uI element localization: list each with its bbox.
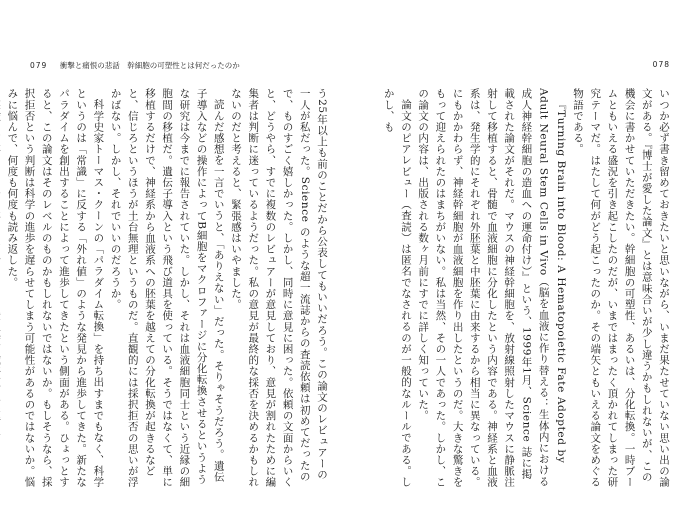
page-number: 079: [30, 61, 48, 70]
running-header: [30, 60, 240, 71]
paragraph: 論文のピアレビュー（査読）は匿名でなされるのが一般的なルールである。しかし、も: [382, 88, 412, 487]
paragraph: いつか必ず書き留めておきたいと思いながら、いまだ果たせていない思い出の論文がある。『博士が愛した論文』とは意味合いが少し違うかもしれないが、この機会に書かせていただきたい。幹細胞の可塑性、あるいは、分化転換。一時ブームともいえる盛況を引き起こしたのだが、いまではまったく頂かれてしまった研究テーマだ。はたして何がどう起こったのか。その端矢ともいえる論文をめぐる物語である。: [571, 88, 670, 488]
paragraph: [0, 88, 3, 488]
paragraph: う25年以上も前のことだから公表してもいいだろう。この論文のレビュアーの一人が私だった。Science のような超一流誌からの査読依頼は初めてだったので、ものすごく嬉しかった。しかし、同時に意見に困った。依頼の文面からいくと、どうやら、すでに複数のレビュアーが意見しており、意見が割れたために編集者は判断に迷っているようだった。私の意見が最終的な採否を決めるかもしれないのだと考えると、緊張感はいやました。: [229, 88, 328, 488]
paragraph: 読んだ感想を一言でいうと、「ありえない」だった。そりゃそうだろう。遺伝子導入などの操作によってB細胞をマクロファージに分化転換させるというような研究は今までに報告されていた。しかし、それは血液細胞同士という近縁の細胞間の移植だ。遺伝子導入という飛び道具を使っている。そうではなくて、単に移植するだけで、神経系から血液系への胚葉を越えての分化転換が起きるなどと、信じろというほうが土台無理というものだ。直観的には採択拒否の思いが浮かばない。しかし、それでいいのだろうか。: [109, 88, 225, 488]
paragraph: 『Turning Brain into Blood: A Hematopoietic Fate Adopted by Adult Neural Stem Cells in Vivo（脳を血液に作り替える：生体内における成人神経幹細胞の造血への運命付け）』という、1999年1月、Science 誌に掲載された論文がそれだ。マウスの神経幹細胞を、放射線照射したマウスに静脈注射して移植すると、骨髄で血液細胞に分化したという内容である。神経系と血液系は、発生学的にそれぞれ外胚葉と中胚葉に由来するから相当に異なっている。にもかかわらず、神経幹細胞が血液細胞を作り出したというのだ。大きな驚きをもって迎えられたのはまちがいない。私は当然、その一人であった。しかし、この論文の内容は、出版される数ヶ月前にすでに詳しく知っていた。: [417, 88, 567, 488]
right-page: [350, 0, 700, 514]
body-text: [380, 88, 672, 488]
paragraph: 科学史家トーマス・クーンの「パラダイム転換」を持ち出すまでもなく、科学というのは「常識」に反する「外れ値」のような発見から進歩してきた。新たなパラダイムを創出することによって進歩してきたという側面がある。ひょっとすると、この論文はそのレベルのものかもしれないではないか。もしそうなら、採択拒否という判断は科学の進歩を遅らせてしまう可能性があるのではないか。悩みに悩んで、何度も何度も読み返した。: [6, 88, 105, 488]
body-text: [6, 88, 330, 488]
running-head-title: 衝撃と痛恨の悲話 幹細胞の可塑性とは何だったのか: [59, 61, 240, 70]
page-number: 078: [652, 60, 670, 69]
